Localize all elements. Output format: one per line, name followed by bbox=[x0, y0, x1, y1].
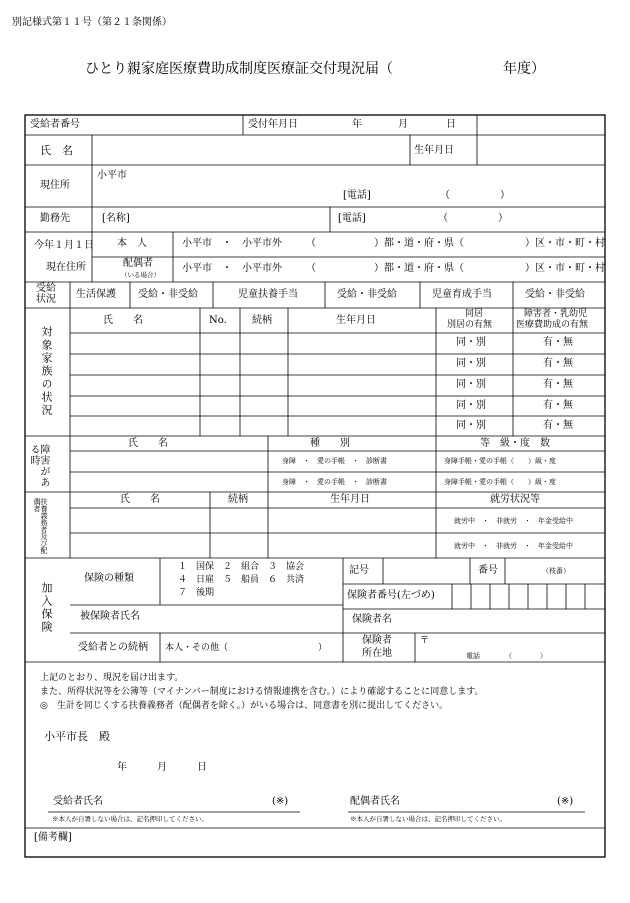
jan1-spouse-pref: ）都・道・府・県（ bbox=[374, 263, 464, 274]
disability-header-grade: 等 級・度 数 bbox=[480, 438, 550, 449]
support-row1-work: 就労中 ・ 非就労 ・ 年金受給中 bbox=[454, 517, 573, 525]
disability-row1-grade: 身障手帳・愛の手帳（ ）級・度 bbox=[444, 457, 556, 465]
name-label: 氏 名 bbox=[40, 144, 73, 157]
family-row2-dis: 有・無 bbox=[543, 358, 573, 369]
insurance-mark-label: 記号 bbox=[349, 565, 369, 576]
family-header-cohab2: 別居の有無 bbox=[447, 320, 493, 330]
workplace-name-label: [名称] bbox=[102, 213, 130, 224]
insurance-type-label: 保険の種類 bbox=[84, 573, 134, 584]
address-city: 小平市 bbox=[97, 170, 127, 181]
jan1-self-town: ）区・市・町・村 bbox=[525, 238, 605, 249]
insurer-address-label2: 所在地 bbox=[362, 648, 392, 659]
disability-row1-type: 身障 ・ 愛の手帳 ・ 診断書 bbox=[282, 457, 387, 465]
jan1-spouse-open: （ bbox=[306, 263, 316, 274]
spouse-signature-note: ※本人が自署しない場合は、記名押印してください。 bbox=[350, 815, 506, 823]
workplace-phone-label: [電話] bbox=[338, 213, 366, 224]
declaration-line2: また、所得状況等を公簿等（マイナンバー制度における情報連携を含む。）により確認することに同意します。 bbox=[40, 687, 484, 697]
insurance-types-line3: ７ 後期 bbox=[178, 588, 215, 598]
address-phone-open: （ bbox=[440, 190, 450, 201]
spouse-signature-label: 配偶者氏名 bbox=[350, 796, 400, 807]
jan1-address-label: 現在住所 bbox=[46, 262, 86, 273]
address-phone-close: ） bbox=[500, 190, 510, 201]
support-header-relation: 続柄 bbox=[228, 494, 248, 505]
relation-label: 受給者との続柄 bbox=[78, 642, 148, 653]
family-row2-cohab: 同・別 bbox=[456, 358, 486, 369]
benefit-name-welfare: 生活保護 bbox=[76, 289, 116, 300]
form-reference: 別記様式第１１号（第２１条関係） bbox=[12, 17, 172, 28]
family-header-birthdate: 生年月日 bbox=[336, 315, 376, 326]
recipient-number-label: 受給者番号 bbox=[30, 119, 80, 130]
received-date-label: 受付年月日 bbox=[248, 119, 298, 130]
jan1-spouse-city-choice: 小平市 ・ 小平市外 bbox=[182, 263, 282, 274]
relation-close: ） bbox=[318, 643, 328, 653]
form-title: ひとり親家庭医療費助成制度医療証交付現況届（ bbox=[85, 61, 393, 77]
jan1-spouse-note: （いる場合） bbox=[121, 271, 160, 279]
support-header-name: 氏 名 bbox=[120, 494, 160, 505]
submission-date: 年 月 日 bbox=[117, 762, 207, 773]
jan1-self-open: （ bbox=[306, 238, 316, 249]
jan1-self-city-choice: 小平市 ・ 小平市外 bbox=[182, 238, 282, 249]
family-row3-dis: 有・無 bbox=[543, 379, 573, 390]
family-row1-cohab: 同・別 bbox=[456, 337, 486, 348]
spouse-signature-mark: (※) bbox=[557, 796, 574, 807]
family-header-dis1: 障害者・乳幼児 bbox=[524, 309, 588, 319]
jan1-self-label: 本 人 bbox=[117, 238, 147, 249]
recipient-signature-label: 受給者氏名 bbox=[53, 796, 103, 807]
benefits-label: 受給状況 bbox=[36, 283, 56, 305]
insurer-address-label1: 保険者 bbox=[362, 635, 392, 646]
disability-header-type: 種 別 bbox=[310, 438, 350, 449]
benefit-status-welfare: 受給・非受給 bbox=[138, 289, 198, 300]
insurance-number-label: 番号 bbox=[478, 565, 498, 576]
jan1-self-pref: ）都・道・府・県（ bbox=[374, 238, 464, 249]
insurance-types-line2: ４ 日雇 ５ 船員 ６ 共済 bbox=[178, 575, 305, 585]
support-row2-work: 就労中 ・ 非就労 ・ 年金受給中 bbox=[454, 542, 573, 550]
disability-section-text: 障害がある時 bbox=[28, 444, 49, 488]
support-header-birthdate: 生年月日 bbox=[330, 494, 370, 505]
family-row5-cohab: 同・別 bbox=[456, 420, 486, 431]
birthdate-label: 生年月日 bbox=[414, 145, 454, 156]
recipient-signature-note: ※本人が自署しない場合は、記名押印してください。 bbox=[52, 815, 208, 823]
insurer-tel-paren: （ ） bbox=[505, 652, 547, 660]
day-label: 日 bbox=[446, 119, 456, 130]
benefit-status-child-upbringing: 受給・非受給 bbox=[525, 289, 585, 300]
family-header-no: No. bbox=[209, 315, 227, 326]
support-header-work: 就労状況等 bbox=[490, 494, 540, 505]
mayor-addressee: 小平市長 殿 bbox=[44, 730, 110, 743]
insurer-name-label: 保険者名 bbox=[352, 614, 392, 625]
insurance-types-line1: １ 国保 ２ 組合 ３ 協会 bbox=[178, 562, 305, 572]
workplace-phone-close: ） bbox=[498, 213, 508, 224]
family-row1-dis: 有・無 bbox=[543, 337, 573, 348]
remarks-label: [備考欄] bbox=[34, 832, 72, 843]
declaration-line3: ◎ 生計を同じくする扶養義務者（配偶者を除く。）がいる場合は、同意書を別に提出してください。 bbox=[40, 701, 449, 711]
jan1-spouse-label: 配偶者 bbox=[123, 258, 153, 269]
jan1-spouse-town: ）区・市・町・村 bbox=[525, 263, 605, 274]
insurer-tel-label: 電話 bbox=[466, 652, 480, 660]
family-row4-cohab: 同・別 bbox=[456, 400, 486, 411]
family-header-cohab1: 同居 bbox=[465, 309, 484, 319]
family-header-name: 氏 名 bbox=[103, 315, 143, 326]
family-row4-dis: 有・無 bbox=[543, 400, 573, 411]
address-phone-label: [電話] bbox=[343, 190, 371, 201]
year-label: 年 bbox=[352, 119, 362, 130]
relation-options: 本人・その他（ bbox=[165, 643, 229, 653]
support-section-label: 扶養義務者及び配偶者 bbox=[33, 498, 48, 554]
family-section-label: 対象家族の状況 bbox=[40, 326, 53, 417]
workplace-phone-open: （ bbox=[438, 213, 448, 224]
insurance-branch-label: （枝番） bbox=[542, 567, 570, 575]
insured-name-label: 被保険者氏名 bbox=[80, 611, 140, 622]
recipient-signature-mark: (※) bbox=[272, 796, 289, 807]
disability-row2-grade: 身障手帳・愛の手帳（ ）級・度 bbox=[444, 478, 556, 486]
family-header-dis2: 医療費助成の有無 bbox=[516, 320, 589, 330]
postal-mark: 〒 bbox=[420, 636, 430, 646]
disability-header-name: 氏 名 bbox=[128, 438, 168, 449]
benefit-status-child-support: 受給・非受給 bbox=[337, 289, 397, 300]
benefit-name-child-upbringing: 児童育成手当 bbox=[432, 289, 492, 300]
declaration-line1: 上記のとおり、現況を届け出ます。 bbox=[40, 673, 184, 683]
workplace-label: 勤務先 bbox=[40, 213, 70, 224]
insurance-section-label: 加入保険 bbox=[40, 582, 53, 634]
family-header-relation: 続柄 bbox=[252, 315, 272, 326]
disability-row2-type: 身障 ・ 愛の手帳 ・ 診断書 bbox=[282, 478, 387, 486]
disability-section-label bbox=[28, 444, 48, 488]
family-row3-cohab: 同・別 bbox=[456, 379, 486, 390]
insurer-number-label: 保険者番号(左づめ) bbox=[347, 590, 435, 601]
address-label: 現住所 bbox=[40, 180, 70, 191]
benefit-name-child-support: 児童扶養手当 bbox=[238, 289, 298, 300]
month-label: 月 bbox=[398, 119, 408, 130]
family-row5-dis: 有・無 bbox=[543, 420, 573, 431]
form-title-year: 年度） bbox=[503, 61, 545, 77]
jan1-label: 今年１月１日 bbox=[34, 240, 94, 251]
